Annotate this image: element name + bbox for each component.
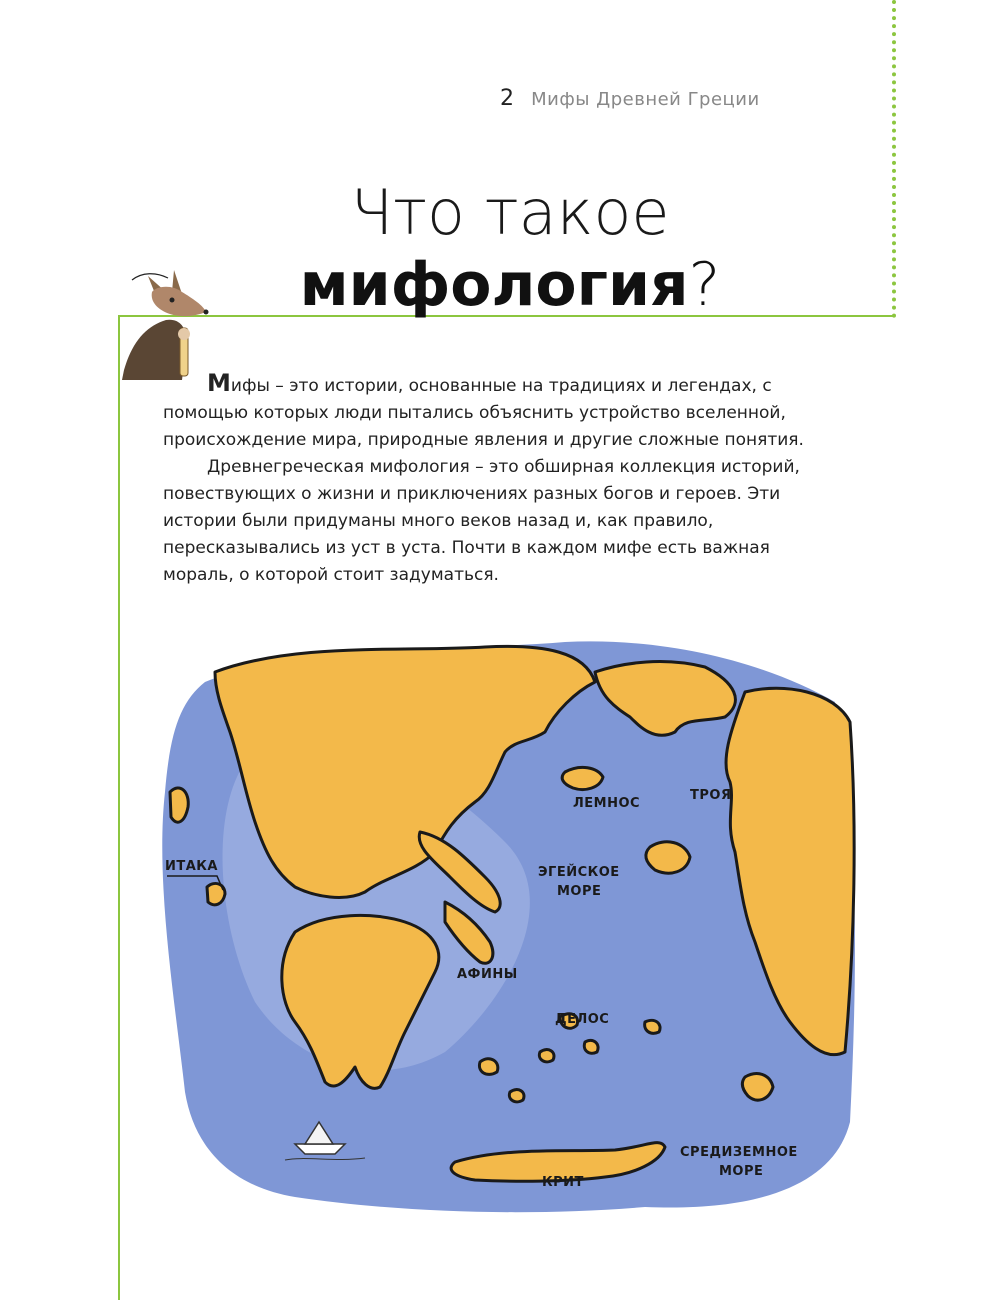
page-number: 2 xyxy=(500,86,514,111)
label-delos: ДЕЛОС xyxy=(555,1012,610,1027)
page-title-line2 xyxy=(200,250,820,320)
label-athens: АФИНЫ xyxy=(457,967,518,982)
label-lemnos: ЛЕМНОС xyxy=(573,796,641,811)
rhodes-island xyxy=(742,1074,773,1101)
label-crete: КРИТ xyxy=(542,1175,584,1190)
body-text xyxy=(163,370,843,589)
label-ithaca: ИТАКА xyxy=(165,859,218,874)
page-title-bold: мифология xyxy=(299,250,689,320)
label-mediterranean-2: МОРЕ xyxy=(719,1164,764,1179)
page-title-line1: Что такое xyxy=(350,176,670,249)
paragraph-2: Древнегреческая мифология – это обширная коллекция историй, повествующих о жизни и приключениях разных богов и героев. Эти истории были придуманы много веков назад и, как правило, пересказывались из уст в уста. Почти в каждом мифе есть важная мораль, о которой стоит задуматься. xyxy=(163,457,800,585)
green-rule-vertical xyxy=(118,315,120,1300)
paragraph-1 xyxy=(163,370,843,454)
label-troy: ТРОЯ xyxy=(690,788,732,803)
dotted-divider xyxy=(892,0,896,318)
label-mediterranean-1: СРЕДИЗЕМНОЕ xyxy=(680,1145,798,1160)
book-title: Мифы Древней Греции xyxy=(531,89,760,110)
paragraph-1-text: ифы – это истории, основанные на традициях и легендах, с помощью которых люди пытались объяснить устройство вселенной, происхождение мира, природные явления и другие сложные понятия. xyxy=(163,376,804,450)
label-aegean-2: МОРЕ xyxy=(557,884,602,899)
label-aegean-1: ЭГЕЙСКОЕ xyxy=(538,865,620,880)
running-header xyxy=(500,86,760,111)
lesbos-island xyxy=(646,842,690,873)
corfu-island xyxy=(170,788,188,822)
drop-cap: М xyxy=(207,369,231,397)
lemnos-island xyxy=(562,767,603,789)
page-title-question: ? xyxy=(688,250,721,320)
greece-map xyxy=(145,622,865,1222)
fox-illustration-icon xyxy=(122,262,212,380)
